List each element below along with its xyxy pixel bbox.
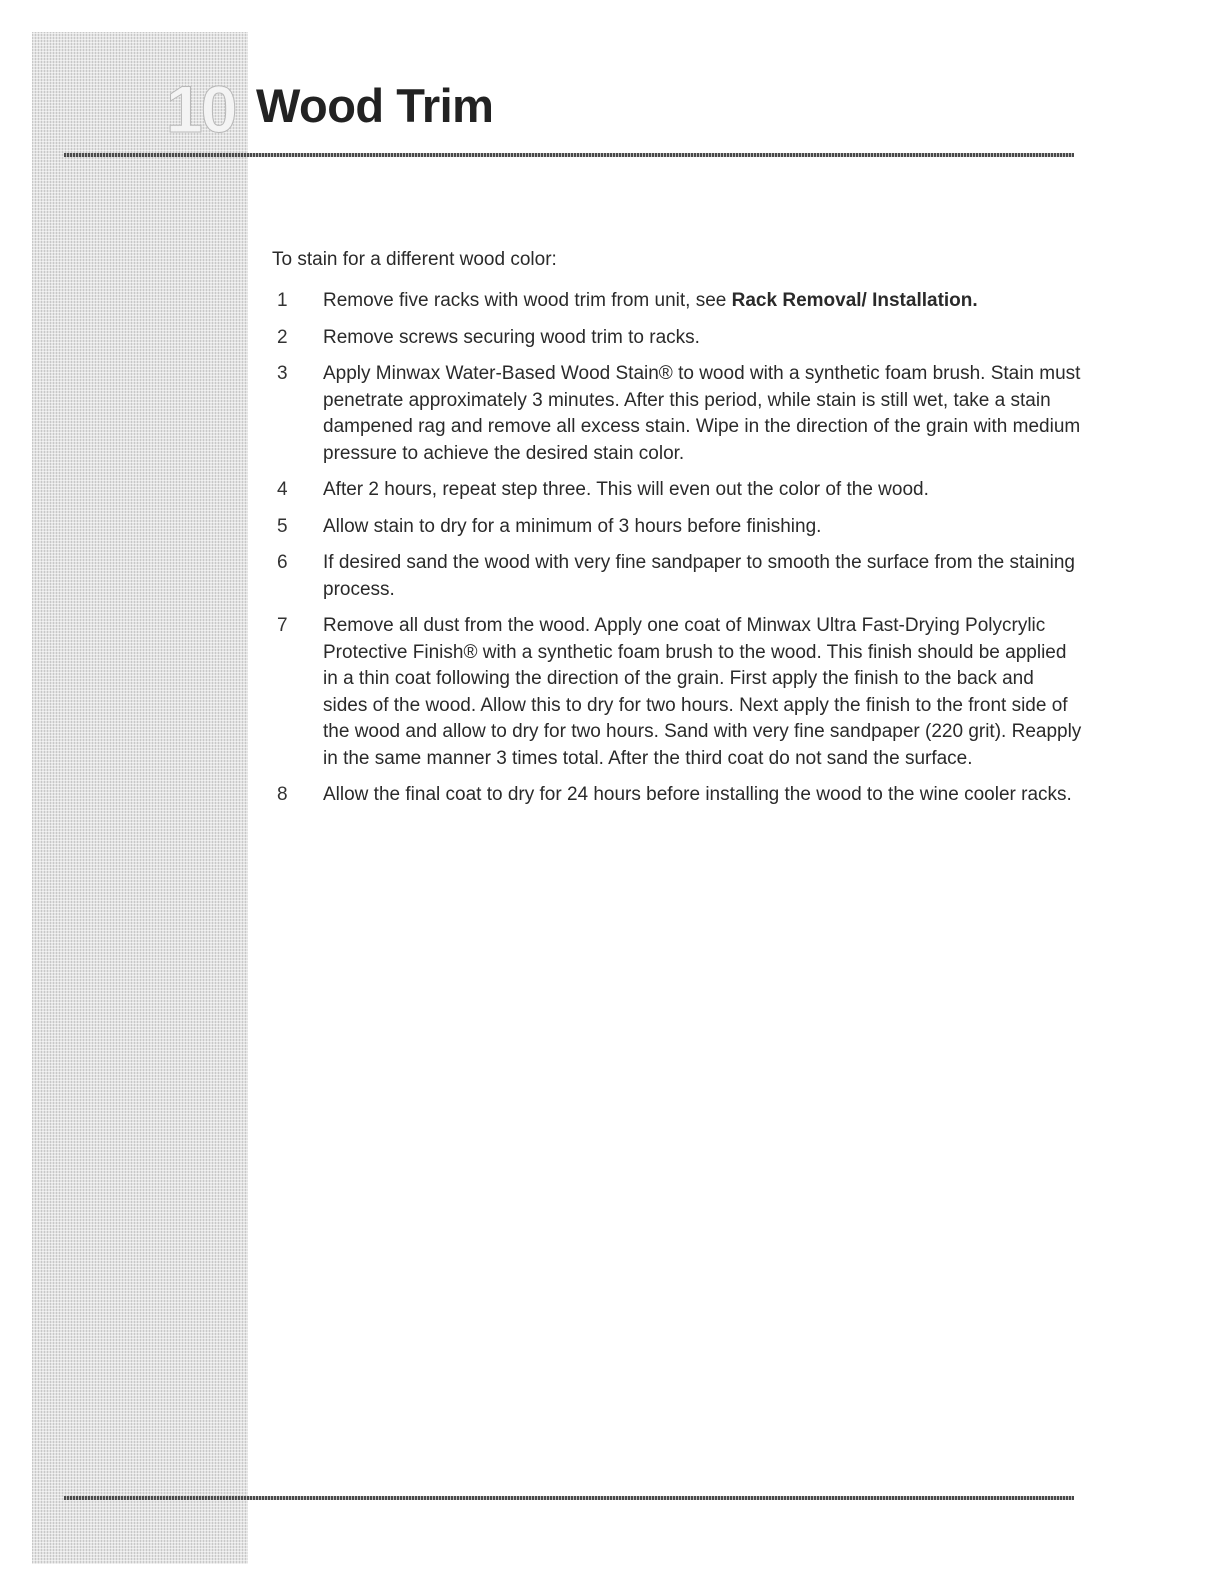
step-number: 1 xyxy=(277,290,288,311)
step-number: 4 xyxy=(277,479,288,500)
step-text: If desired sand the wood with very fine sandpaper to smooth the surface from the staining process. xyxy=(323,552,1075,600)
steps-list xyxy=(272,288,1082,819)
step-item xyxy=(272,514,1082,541)
step-item xyxy=(272,782,1082,809)
step-item xyxy=(272,613,1082,772)
intro-text: To stain for a different wood color: xyxy=(272,249,557,270)
step-text: Allow the final coat to dry for 24 hours before installing the wood to the wine cooler racks. xyxy=(323,784,1072,805)
step-number: 3 xyxy=(277,363,288,384)
step-number: 8 xyxy=(277,784,288,805)
rack-removal-link-text: Rack Removal/ Installation xyxy=(731,290,973,311)
step-item xyxy=(272,325,1082,352)
step-text xyxy=(323,290,978,311)
step-number: 7 xyxy=(277,615,288,636)
step-item xyxy=(272,550,1082,603)
step-text: Apply Minwax Water-Based Wood Stain® to wood with a synthetic foam brush. Stain must penetrate approximately 3 minutes. After this period, while stain is still wet, take a stain dampened rag and remove all excess stain. Wipe in the direction of the grain with medium pressure to achieve the desired stain color. xyxy=(323,363,1081,464)
footer-divider xyxy=(64,1496,1074,1500)
side-band-decoration xyxy=(32,32,248,1564)
step-text: Remove screws securing wood trim to racks. xyxy=(323,326,700,348)
step-text: Allow stain to dry for a minimum of 3 hours before finishing. xyxy=(323,515,822,537)
step-number: 2 xyxy=(277,326,288,348)
step-text: After 2 hours, repeat step three. This will even out the color of the wood. xyxy=(323,479,929,500)
header-divider xyxy=(64,153,1074,157)
step-item xyxy=(272,361,1082,467)
step-number: 5 xyxy=(277,515,288,537)
page-title: Wood Trim xyxy=(256,79,494,132)
step-number: 6 xyxy=(277,552,288,573)
step-item xyxy=(272,288,1082,315)
step-text: Remove all dust from the wood. Apply one coat of Minwax Ultra Fast-Drying Polycrylic Protective Finish® with a synthetic foam brush to the wood. This finish should be applied in a thin coat following the direction of the grain. First apply the finish to the back and sides of the wood. Allow this to dry for two hours. Next apply the finish to the front side of the wood and allow to dry for two hours. Sand with very fine sandpaper (220 grit). Reapply in the same manner 3 times total. After the third coat do not sand the surface. xyxy=(323,615,1082,769)
chapter-number: 10 xyxy=(166,72,236,146)
step-text-suffix: . xyxy=(972,290,978,311)
step-text-part: Remove five racks with wood trim from unit, see xyxy=(323,290,732,311)
step-item xyxy=(272,477,1082,504)
